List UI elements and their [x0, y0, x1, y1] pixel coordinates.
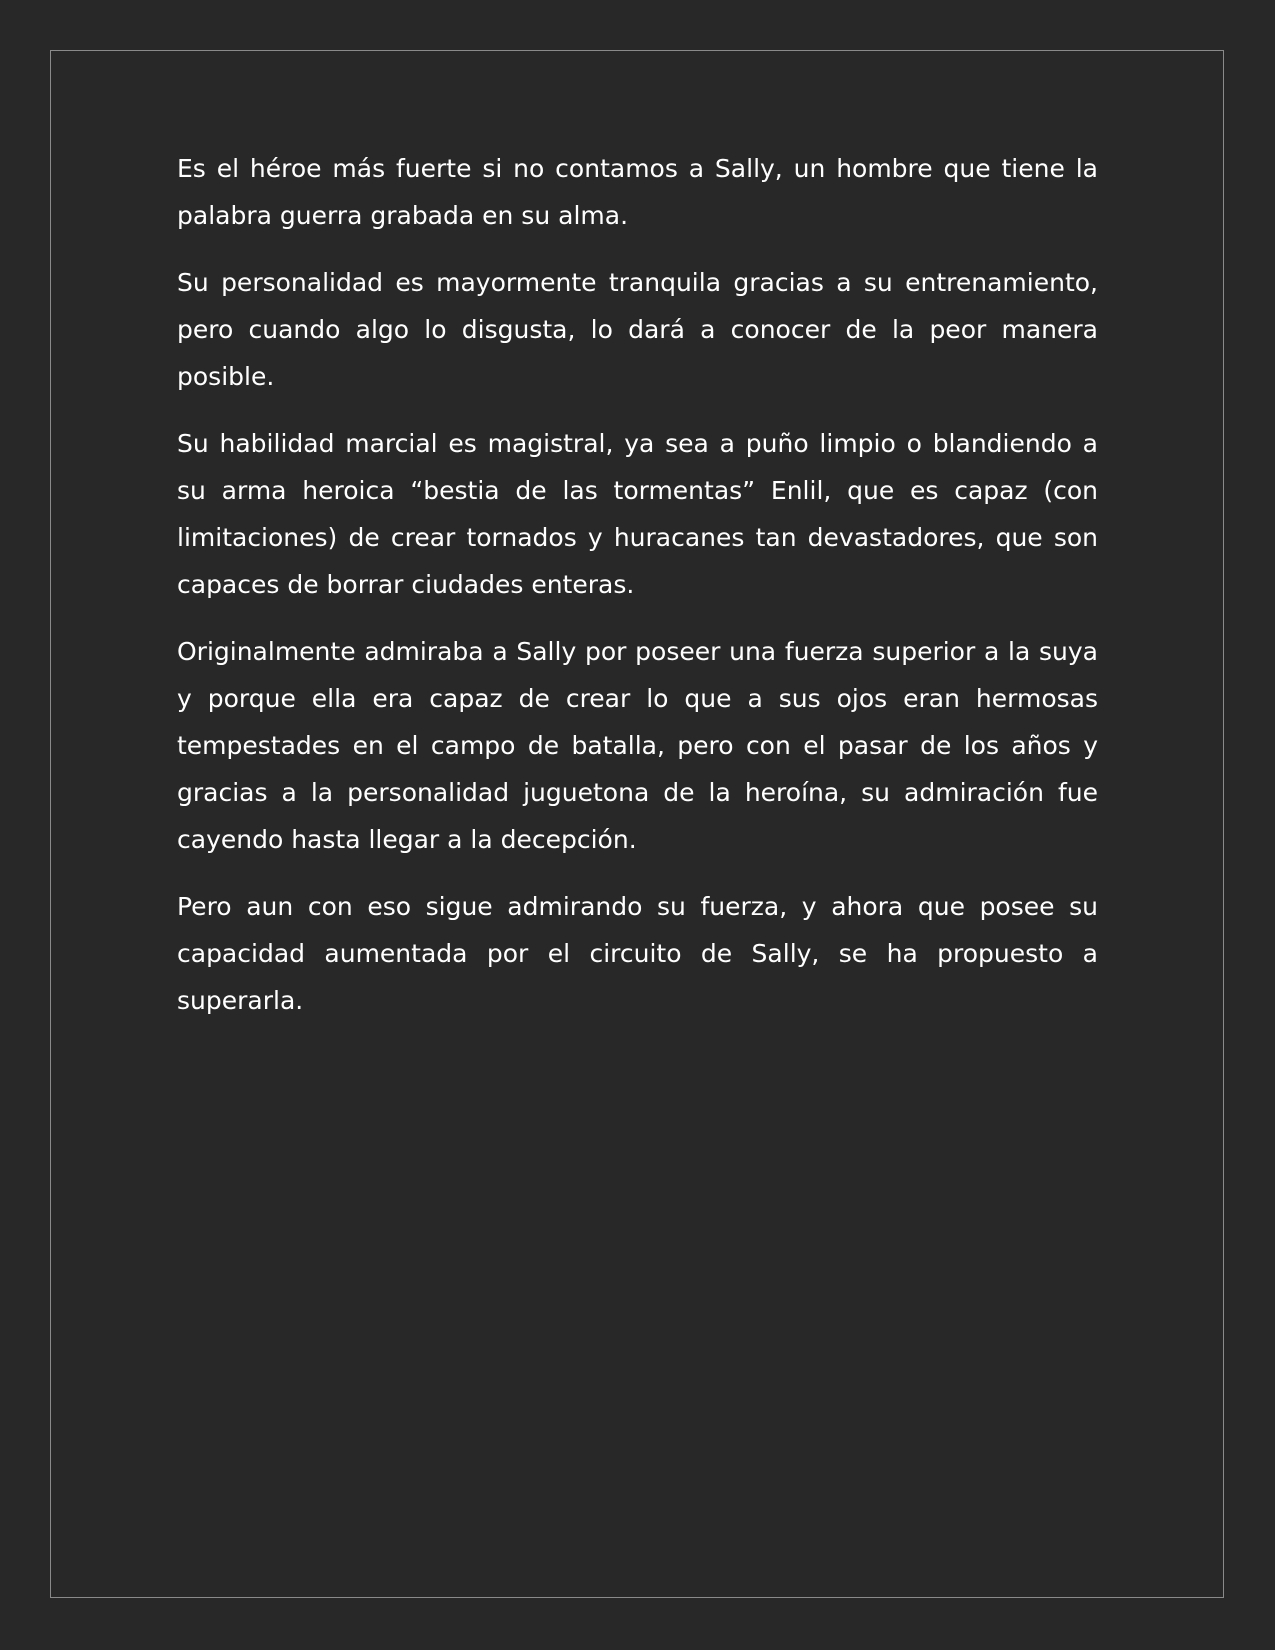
paragraph-1: Es el héroe más fuerte si no contamos a Sally, un hombre que tiene la palabra guerra grabada en su alma.: [177, 154, 1098, 230]
paragraph-4: Originalmente admiraba a Sally por poseer una fuerza superior a la suya y porque ella era capaz de crear lo que a sus ojos eran hermosas tempestades en el campo de batalla, pero con el pasar de los años y gracias a la personalidad juguetona de la heroína, su admiración fue cayendo hasta llegar a la decepción.: [177, 637, 1098, 854]
paragraph-2: Su personalidad es mayormente tranquila gracias a su entrenamiento, pero cuando algo lo disgusta, lo dará a conocer de la peor manera posible.: [177, 268, 1098, 391]
document-body: [177, 145, 1098, 1044]
paragraph-5: Pero aun con eso sigue admirando su fuerza, y ahora que posee su capacidad aumentada por el circuito de Sally, se ha propuesto a superarla.: [177, 892, 1098, 1015]
paragraph-3: Su habilidad marcial es magistral, ya sea a puño limpio o blandiendo a su arma heroica “bestia de las tormentas” Enlil, que es capaz (con limitaciones) de crear tornados y huracanes tan devastadores, que son capaces de borrar ciudades enteras.: [177, 429, 1098, 599]
